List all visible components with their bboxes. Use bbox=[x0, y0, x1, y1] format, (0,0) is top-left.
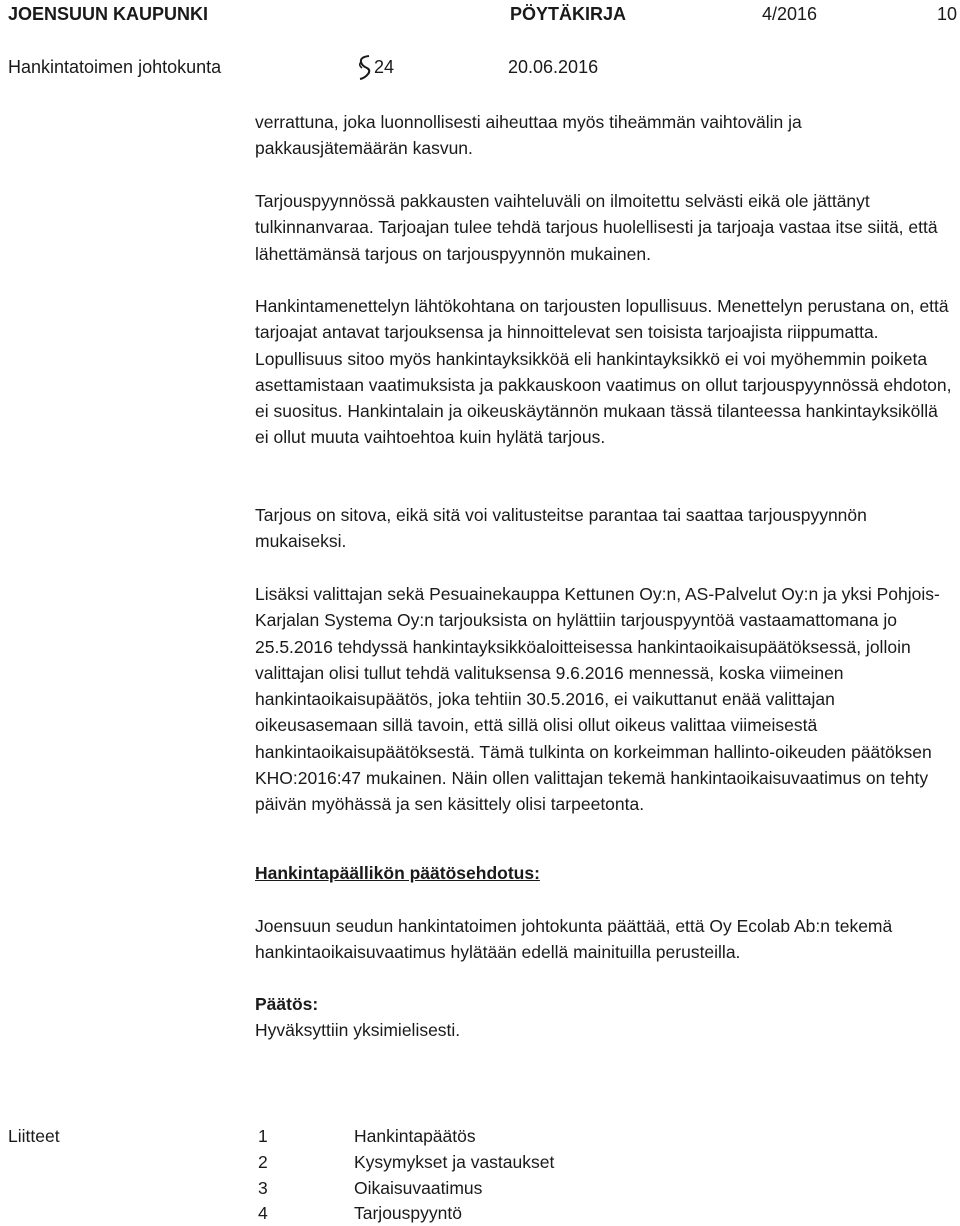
decision-heading: Päätös: bbox=[255, 994, 319, 1014]
list-item bbox=[8, 1123, 608, 1149]
section-number: 24 bbox=[374, 57, 395, 77]
list-item bbox=[8, 1175, 608, 1201]
decision-text: Hyväksyttiin yksimielisesti. bbox=[255, 1020, 461, 1040]
attachments-label: Liitteet bbox=[8, 1126, 60, 1146]
proposal-heading: Hankintapäällikön päätösehdotus: bbox=[255, 863, 540, 883]
attachment-name: Oikaisuvaatimus bbox=[354, 1178, 483, 1198]
attachment-number: 4 bbox=[258, 1203, 268, 1223]
paragraph: verrattuna, joka luonnollisesti aiheuttaa myös tiheämmän vaihtovälin ja pakkausjätemäärän kasvun. bbox=[255, 112, 802, 159]
meeting-date: 20.06.2016 bbox=[508, 57, 599, 77]
attachment-number: 2 bbox=[258, 1152, 268, 1172]
committee-name: Hankintatoimen johtokunta bbox=[8, 57, 222, 77]
organization-name: JOENSUUN KAUPUNKI bbox=[8, 4, 209, 24]
attachment-number: 3 bbox=[258, 1178, 268, 1198]
attachment-name: Tarjouspyyntö bbox=[354, 1203, 462, 1223]
attachment-name: Kysymykset ja vastaukset bbox=[354, 1152, 555, 1172]
document-type: PÖYTÄKIRJA bbox=[510, 4, 627, 24]
page-number: 10 bbox=[937, 4, 958, 24]
paragraph: Hankintamenettelyn lähtökohtana on tarjousten lopullisuus. Menettelyn perustana on, että tarjoajat antavat tarjouksensa ja hinnoittelevat sen toisista tarjoajista riippumatta. Lopullisuus sitoo myös hankintayksikköä eli hankintayksikkö ei voi myöhemmin poiketa asettamistaan vaatimuksista ja pakkauskoon vaatimus on ollut tarjouspyynnössä ehdoton, ei suositus. Hankintalain ja oikeuskäytännön mukaan tässä tilanteessa hankintayksiköllä ei ollut muuta vaihtoehtoa kuin hylätä tarjous. bbox=[255, 296, 952, 448]
list-item bbox=[8, 1149, 608, 1175]
issue-number: 4/2016 bbox=[762, 4, 818, 24]
paragraph: Tarjous on sitova, eikä sitä voi valitusteitse parantaa tai saattaa tarjouspyynnön mukaiseksi. bbox=[255, 505, 867, 552]
proposal-text: Joensuun seudun hankintatoimen johtokunta päättää, että Oy Ecolab Ab:n tekemä hankintaoikaisuvaatimus hylätään edellä mainituilla perusteilla. bbox=[255, 916, 893, 963]
list-item bbox=[8, 1200, 608, 1226]
attachment-name: Hankintapäätös bbox=[354, 1126, 476, 1146]
paragraph: Lisäksi valittajan sekä Pesuainekauppa Kettunen Oy:n, AS-Palvelut Oy:n ja yksi Pohjois-Karjalan Systema Oy:n tarjouksista on hylättiin tarjouspyyntöä vastaamattomana jo 25.5.2016 tehdyssä hankintayksikköaloitteisessa hankintaoikaisupäätöksessä, jolloin valittajan olisi tullut tehdä valituksensa 9.6.2016 mennessä, koska viimeinen hankintaoikaisupäätös, joka tehtiin 30.5.2016, ei vaikuttanut enää valittajan oikeusasemaan sillä tavoin, että sillä olisi ollut oikeus valittaa viimeisestä hankintaoikaisupäätöksestä. Tämä tulkinta on korkeimman hallinto-oikeuden päätöksen KHO:2016:47 mukainen. Näin ollen valittajan tekemä hankintaoikaisuvaatimus on tehty päivän myöhässä ja sen käsittely olisi tarpeetonta. bbox=[255, 584, 940, 815]
paragraph: Tarjouspyynnössä pakkausten vaihteluväli on ilmoitettu selvästi eikä ole jättänyt tulkinnanvaraa. Tarjoajan tulee tehdä tarjous huolellisesti ja tarjoaja vastaa itse siitä, että lähettämänsä tarjous on tarjouspyynnön mukainen. bbox=[255, 191, 938, 264]
section-sign-icon bbox=[356, 55, 374, 81]
attachment-number: 1 bbox=[258, 1126, 268, 1146]
